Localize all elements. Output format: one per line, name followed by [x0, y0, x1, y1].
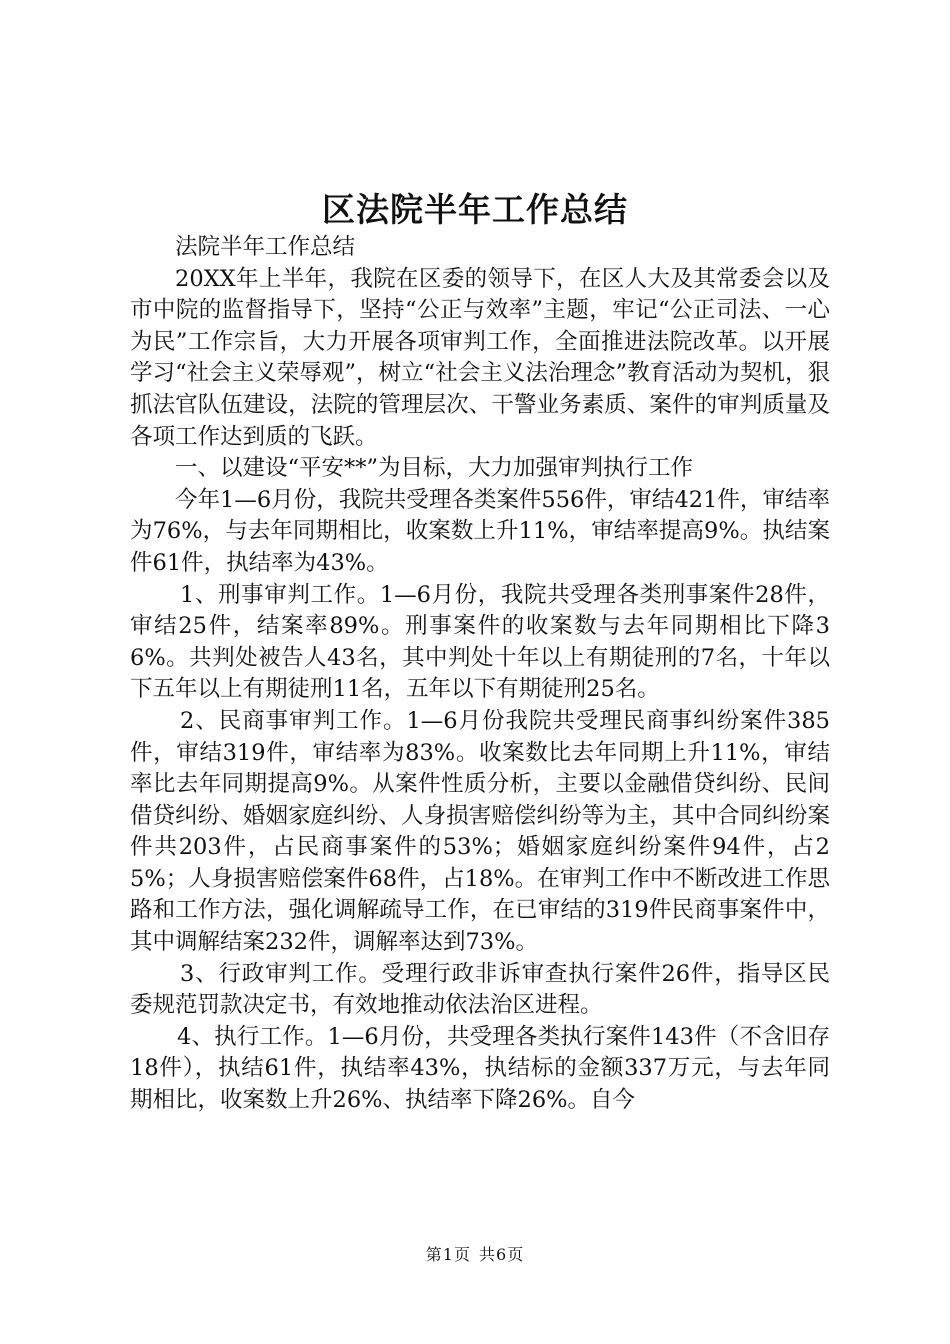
- page-footer: [0, 1244, 950, 1266]
- section-heading-1: 一、以建设“平安**”为目标，大力加强审判执行工作: [175, 455, 694, 482]
- paragraph-intro: 20XX年上半年，我院在区委的领导下，在区人大及其常委会以及市中院的监督指导下，坚持“公正与效率”主题，牢记“公正司法、一心为民”工作宗旨，大力开展各项审判工作，全面推进法院改革。以开展学习“社会主义荣辱观”，树立“社会主义法治理念”教育活动为契机，狠抓法官队伍建设，法院的管理层次、干警业务素质、案件的审判质量及各项工作达到质的飞跃。: [130, 265, 830, 450]
- page-total: 共6页: [479, 1245, 525, 1264]
- page-number: 第1页: [425, 1245, 471, 1264]
- paragraph-overview: 今年1—6月份，我院共受理各类案件556件，审结421件，审结率为76%，与去年同期相比，收案数上升11%，审结率提高9%。执结案件61件，执结率为43%。: [130, 486, 830, 576]
- paragraph-administrative: 3、行政审判工作。受理行政非诉审查执行案件26件，指导区民委规范罚款决定书，有效地推动依法治区进程。: [130, 960, 830, 1019]
- paragraph-heading: 法院半年工作总结: [175, 234, 356, 260]
- document-body: [130, 232, 830, 1117]
- paragraph-civil: 2、民商事审判工作。1—6月份我院共受理民商事纠纷案件385件，审结319件，审结率为83%。收案数比去年同期上升11%，审结率比去年同期提高9%。从案件性质分析，主要以金融借贷纠纷、民间借贷纠纷、婚姻家庭纠纷、人身损害赔偿纠纷等为主，其中合同纠纷案件共203件，占民商事案件的53%；婚姻家庭纠纷案件94件，占25%；人身损害赔偿案件68件，占18%。在审判工作中不断改进工作思路和工作方法，强化调解疏导工作，在已审结的319件民商事案件中，其中调解结案232件，调解率达到73%。: [130, 707, 830, 956]
- paragraph-execution: 4、执行工作。1—6月份，共受理各类执行案件143件（不含旧存18件），执结61件，执结率43%，执结标的金额337万元，与去年同期相比，收案数上升26%、执结率下降26%。自今: [130, 1023, 830, 1114]
- document-title: 区法院半年工作总结: [322, 190, 628, 229]
- paragraph-criminal: 1、刑事审判工作。1—6月份，我院共受理各类刑事案件28件，审结25件，结案率89%。刑事案件的收案数与去年同期相比下降36%。共判处被告人43名，其中判处十年以上有期徒刑的7名，十年以下五年以上有期徒刑11名，五年以下有期徒刑25名。: [130, 581, 830, 703]
